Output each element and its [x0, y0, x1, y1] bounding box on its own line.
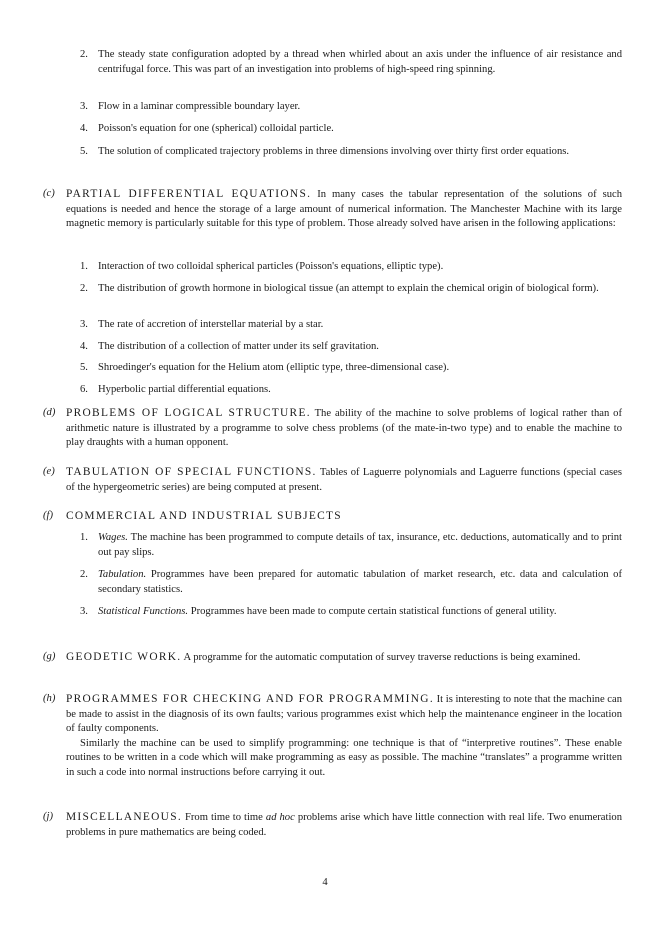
item-number: 3.: [80, 606, 88, 617]
section-label: (j): [43, 811, 53, 822]
page-number: 4: [322, 877, 328, 888]
section-label: (f): [43, 510, 53, 521]
list-item: [80, 383, 622, 398]
item-number: 2.: [80, 283, 88, 294]
item-text: The distribution of a collection of matter under its self gravitation.: [98, 341, 379, 352]
section-title: GEODETIC WORK.: [66, 651, 182, 663]
item-text: Programmes have been made to compute certain statistical functions of general utility.: [190, 606, 557, 617]
item-number: 5.: [80, 146, 88, 157]
item-text: Interaction of two colloidal spherical particles (Poisson's equations, elliptic type).: [98, 261, 444, 272]
section-title: PARTIAL DIFFERENTIAL EQUATIONS.: [66, 188, 312, 200]
item-number: 2.: [80, 569, 88, 580]
section-d: [43, 406, 622, 451]
item-text: The rate of accretion of interstellar material by a star.: [98, 319, 324, 330]
list-item: [80, 605, 622, 620]
item-text: Flow in a laminar compressible boundary layer.: [98, 101, 301, 112]
item-text: The machine has been programmed to compute details of tax, insurance, etc. deductions, automatically and to print out pay slips.: [98, 532, 622, 558]
item-number: 2.: [80, 49, 88, 60]
list-item: [80, 568, 622, 597]
section-text: The ability of the machine to solve problems of logical rather than of arithmetic nature is illustrated by a programme to solve chess problems (of the mate-in-two type) and to enable the machine to play draughts with a human opponent.: [66, 408, 622, 449]
list-item: [80, 260, 622, 275]
section-j: [43, 810, 622, 840]
item-text: Shroedinger's equation for the Helium atom (elliptic type, three-dimensional case).: [98, 362, 450, 373]
list-item: [80, 100, 622, 115]
section-label: (c): [43, 188, 55, 199]
section-title: COMMERCIAL AND INDUSTRIAL SUBJECTS: [66, 510, 342, 522]
item-number: 1.: [80, 532, 88, 543]
item-number: 6.: [80, 384, 88, 395]
section-label: (h): [43, 693, 56, 704]
item-text: The steady state configuration adopted by a thread when whirled about an axis under the influence of air resistance and centrifugal force. This was part of an investigation into problems of high-speed ring spinning.: [98, 49, 622, 75]
section-title: TABULATION OF SPECIAL FUNCTIONS.: [66, 466, 317, 478]
item-number: 3.: [80, 319, 88, 330]
section-title: PROGRAMMES FOR CHECKING AND FOR PROGRAMMING.: [66, 693, 434, 705]
section-text: problems arise which have little connection with real life. Two enumeration problems in pure mathematics are being coded.: [66, 812, 622, 838]
item-number: 5.: [80, 362, 88, 373]
item-text: Programmes have been prepared for automatic tabulation of market research, etc. data and calculation of secondary statistics.: [98, 569, 622, 595]
item-lead: Statistical Functions.: [98, 606, 189, 617]
section-f: [43, 509, 622, 525]
section-label: (e): [43, 466, 55, 477]
section-text: Tables of Laguerre polynomials and Laguerre functions (special cases of the hypergeometric series) are being computed at present.: [66, 467, 622, 493]
section-h: [43, 692, 622, 781]
list-item: [80, 282, 622, 297]
list-item: [80, 361, 622, 376]
section-label: (g): [43, 651, 56, 662]
section-text-italic: ad hoc: [265, 812, 295, 823]
section-label: (d): [43, 407, 56, 418]
section-c: [43, 187, 622, 232]
section-text: From time to time: [185, 812, 263, 823]
item-number: 4.: [80, 123, 88, 134]
item-text: Hyperbolic partial differential equations.: [98, 384, 271, 395]
section-text-continued: Similarly the machine can be used to simplify programming: one technique is that of “interpretive routines”. These enable routines to be written in a code which will make programming as easy as possible. The machine “translates” a programme written in such a code into normal instructions before carrying it out.: [66, 737, 622, 778]
section-e: [43, 465, 622, 495]
list-item: [80, 145, 622, 160]
item-text: Poisson's equation for one (spherical) colloidal particle.: [98, 123, 334, 134]
item-number: 3.: [80, 101, 88, 112]
item-number: 4.: [80, 341, 88, 352]
section-title: MISCELLANEOUS.: [66, 811, 182, 823]
section-text: In many cases the tabular representation of the solutions of such equations is needed and hence the storage of a large amount of numerical information. The Manchester Machine with its large magnetic memory is particularly suitable for this type of problem. Those already solved have arisen in the following applications:: [66, 189, 622, 230]
section-text: A programme for the automatic computation of survey traverse reductions is being examined.: [183, 652, 581, 663]
section-g: [43, 650, 622, 666]
list-item: [80, 318, 622, 333]
section-text: It is interesting to note that the machine can be made to assist in the diagnosis of its own faults; various programmes exist which help the maintenance engineer in the location of faulty components.: [66, 694, 622, 735]
list-item: [80, 48, 622, 77]
item-lead: Tabulation.: [98, 569, 147, 580]
item-lead: Wages.: [98, 532, 128, 543]
list-item: [80, 531, 622, 560]
list-item: [80, 340, 622, 355]
section-title: PROBLEMS OF LOGICAL STRUCTURE.: [66, 407, 311, 419]
list-item: [80, 122, 622, 137]
item-text: The distribution of growth hormone in biological tissue (an attempt to explain the chemical origin of biological form).: [98, 283, 599, 294]
item-number: 1.: [80, 261, 88, 272]
item-text: The solution of complicated trajectory problems in three dimensions involving over thirty first order equations.: [98, 146, 570, 157]
